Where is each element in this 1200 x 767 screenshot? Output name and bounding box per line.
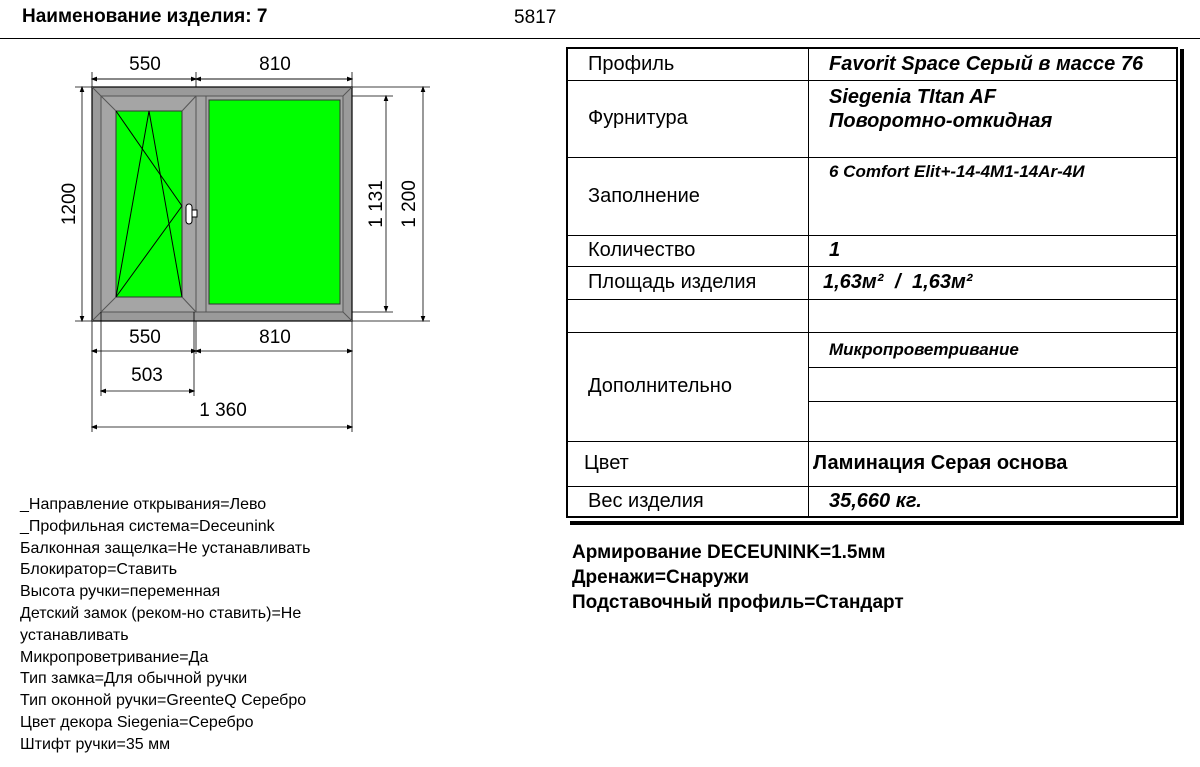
table-row <box>567 299 1177 332</box>
dim-right-inner-height: 1 131 <box>366 180 387 228</box>
option-line: _Направление открывания=Лево <box>20 496 267 513</box>
extra-label: Дополнительно <box>567 332 809 441</box>
hardware-label: Фурнитура <box>567 80 809 157</box>
table-row <box>567 235 1177 266</box>
extra-value-2 <box>809 367 1176 401</box>
dim-bottom-right: 810 <box>259 327 291 348</box>
quantity-value: 1 <box>809 235 1178 266</box>
window-drawing <box>55 50 445 440</box>
table-shadow-right <box>1180 49 1184 523</box>
note-line: Дренажи=Снаружи <box>572 567 750 588</box>
dim-sash-width: 503 <box>131 365 163 386</box>
option-line: Тип оконной ручки=GreenteQ Серебро <box>20 692 307 710</box>
weight-value: 35,660 кг. <box>809 486 1178 517</box>
note-line: Армирование DECEUNINK=1.5мм <box>572 542 886 563</box>
table-row <box>567 80 1177 157</box>
header-divider <box>0 38 1200 39</box>
profile-label: Профиль <box>567 48 809 80</box>
area-label: Площадь изделия <box>567 266 809 299</box>
option-line: Штифт ручки=35 мм <box>20 735 171 753</box>
sash-left <box>101 96 196 312</box>
empty-label <box>567 299 809 332</box>
table-row <box>567 441 1177 486</box>
option-line: Балконная защелка=Не устанавливать <box>20 539 311 557</box>
product-title: Наименование изделия: 7 <box>22 6 268 27</box>
table-row <box>567 266 1177 299</box>
glass-right <box>206 96 343 312</box>
options-list <box>20 494 310 756</box>
option-line: _Профильная система=Deceunink <box>20 517 275 535</box>
dim-left-height: 1200 <box>59 182 80 226</box>
reinforcement-notes <box>572 540 904 615</box>
dim-top-right: 810 <box>259 54 291 75</box>
table-row <box>567 486 1177 517</box>
dim-top-left: 550 <box>129 54 161 75</box>
profile-value: Favorit Space Серый в массе 76 <box>809 48 1178 80</box>
option-line: Микропроветривание=Да <box>20 648 209 666</box>
dim-right-total-height: 1 200 <box>399 180 420 228</box>
dim-bottom-left: 550 <box>129 327 161 348</box>
option-line: Детский замок (реком-но ставить)=Не <box>20 604 302 622</box>
quantity-label: Количество <box>567 235 809 266</box>
option-line: Блокиратор=Ставить <box>20 561 178 579</box>
empty-value <box>809 299 1178 332</box>
color-value: Ламинация Серая основа <box>809 441 1178 486</box>
table-row <box>567 157 1177 235</box>
filling-value: 6 Comfort Elit+-14-4M1-14Ar-4И <box>809 157 1178 235</box>
color-label: Цвет <box>567 441 809 486</box>
note-line: Подставочный профиль=Стандарт <box>572 592 904 613</box>
hardware-value-1: Siegenia TItan AF <box>829 85 997 108</box>
table-row <box>567 332 1177 441</box>
spec-table <box>566 47 1178 518</box>
extra-value-3 <box>809 401 1176 440</box>
option-line: Цвет декора Siegenia=Серебро <box>20 713 254 731</box>
order-number: 5817 <box>514 7 557 28</box>
dim-total-width: 1 360 <box>199 400 247 421</box>
table-row <box>567 48 1177 80</box>
mullion <box>196 96 206 312</box>
table-shadow-bottom <box>570 521 1184 525</box>
extra-value-1: Микропроветривание <box>829 339 1019 359</box>
option-line: Тип замка=Для обычной ручки <box>20 670 248 688</box>
option-line: устанавливать <box>20 626 129 644</box>
weight-label: Вес изделия <box>567 486 809 517</box>
filling-label: Заполнение <box>567 157 809 235</box>
hardware-value-2: Поворотно-откидная <box>829 109 1053 132</box>
area-value: 1,63м² / 1,63м² <box>809 266 1178 299</box>
option-line: Высота ручки=переменная <box>20 583 221 601</box>
